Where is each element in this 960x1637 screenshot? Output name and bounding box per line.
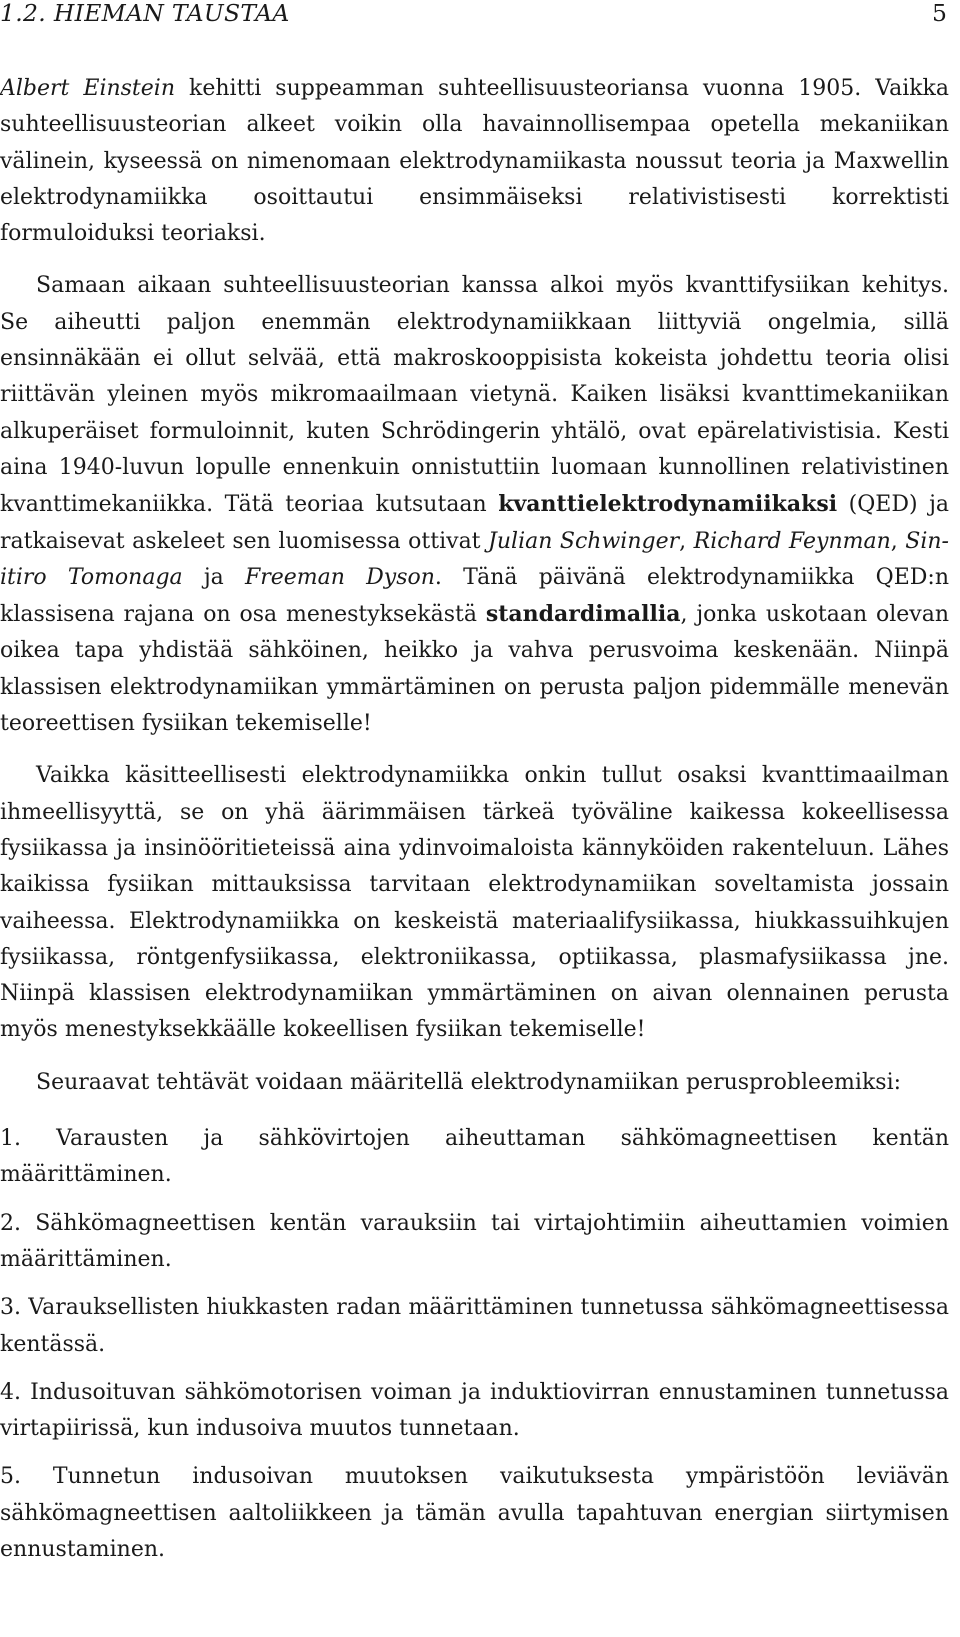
term-qed: kvanttielektrodynamiikaksi <box>498 491 838 518</box>
paragraph-applications <box>0 758 949 1048</box>
body-text <box>0 71 949 1580</box>
section-title: 1.2. HIEMAN TAUSTAA <box>0 0 290 27</box>
list-item-problem-5: 5. Tunnetun indusoivan muutoksen vaikutuksesta ympäristöön leviävän sähkömagneettisen aaltoliikkeen ja tämän avulla tapahtuvan energian siirtymisen ennustaminen. <box>0 1464 949 1562</box>
page-number: 5 <box>932 0 947 27</box>
separator-text: , <box>890 528 906 554</box>
paragraph-quantum <box>0 268 949 742</box>
person-name: Julian Schwinger <box>488 528 680 554</box>
paragraph-problems-intro <box>0 1065 949 1101</box>
person-name: Freeman Dyson <box>244 564 435 590</box>
paragraph-text: (QED) ja ratkaisevat askeleet sen luomisessa ottivat <box>0 492 950 554</box>
term-standard-model: standardimallia <box>485 601 681 628</box>
person-name: Richard Feynman <box>693 528 891 554</box>
list-item-problem-2: 2. Sähkömagneettisen kentän varauksiin tai virtajohtimiin aiheuttamien voimien määrittäminen. <box>0 1210 949 1272</box>
paragraph-einstein <box>0 71 949 252</box>
paragraph-text: Vaikka käsitteellisesti elektrodynamiikka onkin tullut osaksi kvanttimaailman ihmeellisyyttä, se on yhä äärimmäisen tärkeä työväline kaikessa kokeellisessa fysiikassa ja insinööritieteissä aina ydinvoimaloista kännyköiden rakenteluun. Lähes kaikissa fysiikan mittauksissa tarvitaan elektrodynamiikan soveltamista jossain vaiheessa. Elektrodynamiikka on keskeistä materiaalifysiikassa, hiukkassuihkujen fysiikassa, röntgenfysiikassa, elektroniikassa, optiikassa, plasmafysiikassa jne. Niinpä klassisen elektrodynamiikan ymmärtäminen on aivan olennainen perusta myös menestyksekkäälle kokeellisen fysiikan tekemiselle! <box>0 763 949 1043</box>
paragraph-text: , jonka uskotaan olevan oikea tapa yhdistää sähköinen, heikko ja vahva perusvoima keskenään. Niinpä klassisen elektrodynamiikan ymmärtäminen on perusta paljon pidemmälle menevän teoreettisen fysiikan tekemiselle! <box>0 602 950 737</box>
person-name: Sin-itiro Tomonaga <box>0 528 949 590</box>
list-item-problem-4: 4. Indusoituvan sähkömotorisen voiman ja induktiovirran ennustaminen tunnetussa virtapiirissä, kun indusoiva muutos tunnetaan. <box>0 1379 949 1442</box>
paragraph-text: . Tänä päivänä elektrodynamiikka QED:n klassisena rajana on osa menestyksekästä <box>0 564 949 628</box>
list-item-problem-3: 3. Varauksellisten hiukkasten radan määrittäminen tunnetussa sähkömagneettisessa kentässä. <box>0 1295 949 1357</box>
paragraph-text: Seuraavat tehtävät voidaan määritellä elektrodynamiikan perusprobleemiksi: <box>36 1069 902 1095</box>
running-head <box>0 0 947 26</box>
list-item-problem-1: 1. Varausten ja sähkövirtojen aiheuttaman sähkömagneettisen kentän määrittäminen. <box>0 1126 949 1188</box>
person-name: Albert Einstein <box>0 76 176 101</box>
separator-text: ja <box>182 564 245 590</box>
separator-text: , <box>679 528 694 554</box>
paragraph-text: kehitti suppeamman suhteellisuusteoriansa vuonna 1905. Vaikka suhteellisuusteorian alkeet voikin olla havainnollisempaa opetella mekaniikan välinein, kyseessä on nimenomaan elektrodynamiikasta noussut teoria ja Maxwellin elektrodynamiikka osoittautui ensimmäiseksi relativistisesti korrektisti formuloiduksi teoriaksi. <box>0 76 950 247</box>
paragraph-text: Samaan aikaan suhteellisuusteorian kanssa alkoi myös kvanttifysiikan kehitys. Se aiheutti paljon enemmän elektrodynamiikkaan liittyviä ongelmia, sillä ensinnäkään ei ollut selvää, että makroskooppisista kokeista johdettu teoria olisi riittävän yleinen myös mikromaailmaan vietynä. Kaiken lisäksi kvanttimekaniikan alkuperäiset formuloinnit, kuten Schrödingerin yhtälö, ovat epärelativistisia. Kesti aina 1940-luvun lopulle ennenkuin onnistuttiin luomaan kunnollinen relativistinen kvanttimekaniikka. Tätä teoriaa kutsutaan <box>0 273 949 518</box>
